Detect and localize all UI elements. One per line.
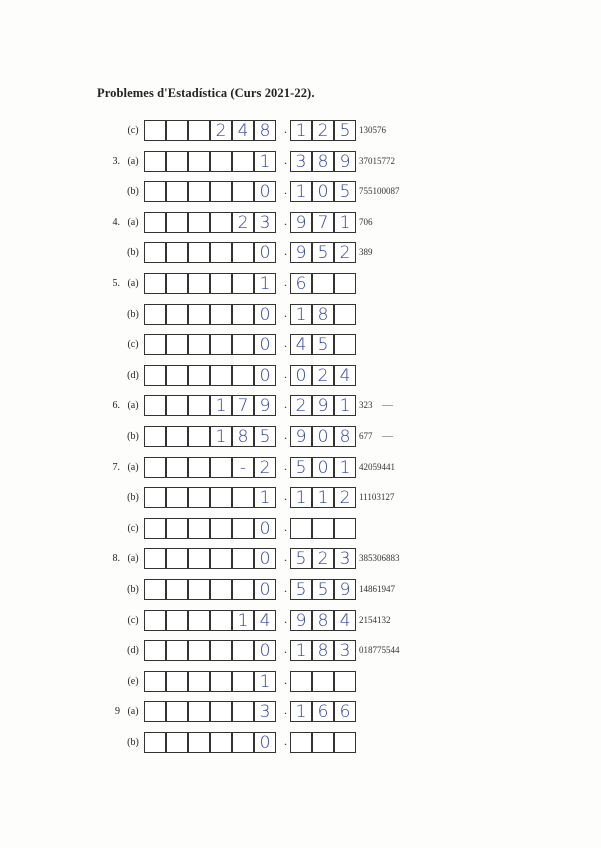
decimal-digit-box[interactable]: 2 bbox=[312, 548, 334, 569]
integer-digit-box[interactable] bbox=[210, 457, 232, 478]
integer-digit-box[interactable] bbox=[188, 732, 210, 753]
decimal-point: · bbox=[283, 309, 288, 323]
integer-digit-box[interactable] bbox=[188, 518, 210, 539]
decimal-point: · bbox=[283, 278, 288, 292]
integer-digit-box[interactable]: 0 bbox=[254, 579, 276, 600]
part-label: (c) bbox=[127, 615, 139, 626]
integer-digit-box[interactable] bbox=[144, 610, 166, 631]
integer-digit-box[interactable] bbox=[166, 120, 188, 141]
integer-digit-box[interactable] bbox=[144, 395, 166, 416]
integer-digit-box[interactable] bbox=[144, 365, 166, 386]
integer-digit-box[interactable] bbox=[210, 610, 232, 631]
decimal-point: · bbox=[283, 492, 288, 506]
decimal-point: · bbox=[283, 706, 288, 720]
integer-digit-box[interactable]: 0 bbox=[254, 365, 276, 386]
integer-digit-box[interactable] bbox=[232, 273, 254, 294]
integer-digit-box[interactable] bbox=[166, 365, 188, 386]
integer-digit-box[interactable]: 4 bbox=[254, 610, 276, 631]
integer-digit-box[interactable] bbox=[188, 120, 210, 141]
integer-digit-box[interactable] bbox=[210, 640, 232, 661]
decimal-point: · bbox=[283, 186, 288, 200]
integer-digit-box[interactable] bbox=[166, 579, 188, 600]
decimal-digit-box[interactable] bbox=[290, 671, 312, 692]
integer-digit-box[interactable] bbox=[210, 304, 232, 325]
decimal-digit-box[interactable]: 6 bbox=[290, 273, 312, 294]
part-label: (a) bbox=[127, 553, 139, 564]
integer-digit-box[interactable] bbox=[188, 701, 210, 722]
integer-digit-box[interactable] bbox=[188, 640, 210, 661]
integer-digit-box[interactable]: 5 bbox=[254, 426, 276, 447]
integer-digit-box[interactable] bbox=[188, 457, 210, 478]
answer-row bbox=[0, 579, 601, 603]
part-label: (a) bbox=[127, 706, 139, 717]
integer-digit-box[interactable] bbox=[166, 457, 188, 478]
integer-digit-box[interactable] bbox=[210, 273, 232, 294]
integer-digit-box[interactable] bbox=[166, 610, 188, 631]
integer-digit-box[interactable] bbox=[166, 273, 188, 294]
decimal-digit-box[interactable]: 6 bbox=[334, 701, 356, 722]
integer-digit-box[interactable] bbox=[144, 548, 166, 569]
integer-digit-box[interactable] bbox=[144, 426, 166, 447]
decimal-digit-box[interactable]: 1 bbox=[290, 640, 312, 661]
decimal-digit-box[interactable]: 2 bbox=[334, 242, 356, 263]
decimal-digit-box[interactable]: 5 bbox=[312, 334, 334, 355]
remaining-digits: 42059441 bbox=[359, 462, 395, 472]
integer-digit-box[interactable] bbox=[210, 487, 232, 508]
decimal-digit-box[interactable]: 1 bbox=[290, 701, 312, 722]
decimal-digit-box[interactable]: 1 bbox=[312, 487, 334, 508]
remaining-digits: 2154132 bbox=[359, 615, 391, 625]
integer-digit-box[interactable] bbox=[144, 212, 166, 233]
answer-row bbox=[0, 640, 601, 664]
integer-digit-box[interactable]: 0 bbox=[254, 548, 276, 569]
integer-digit-box[interactable] bbox=[188, 395, 210, 416]
decimal-digit-box[interactable]: 9 bbox=[334, 579, 356, 600]
integer-digit-box[interactable] bbox=[166, 518, 188, 539]
integer-digit-box[interactable] bbox=[232, 671, 254, 692]
remaining-digits: 018775544 bbox=[359, 645, 400, 655]
decimal-digit-box[interactable]: 1 bbox=[290, 304, 312, 325]
integer-digit-box[interactable]: 1 bbox=[210, 426, 232, 447]
integer-digit-box[interactable]: 0 bbox=[254, 732, 276, 753]
answer-row bbox=[0, 548, 601, 572]
part-label: (b) bbox=[127, 492, 139, 503]
decimal-digit-box[interactable]: 1 bbox=[290, 487, 312, 508]
integer-digit-box[interactable] bbox=[144, 334, 166, 355]
integer-digit-box[interactable] bbox=[232, 518, 254, 539]
page-title: Problemes d'Estadística (Curs 2021-22). bbox=[97, 86, 315, 100]
part-label: (a) bbox=[127, 400, 139, 411]
integer-digit-box[interactable] bbox=[166, 395, 188, 416]
decimal-digit-box[interactable]: 1 bbox=[290, 181, 312, 202]
part-label: (d) bbox=[127, 645, 139, 656]
integer-digit-box[interactable] bbox=[210, 334, 232, 355]
decimal-digit-box[interactable]: 9 bbox=[290, 212, 312, 233]
integer-digit-box[interactable] bbox=[188, 151, 210, 172]
problem-number: 5. bbox=[112, 278, 120, 289]
integer-digit-box[interactable] bbox=[166, 732, 188, 753]
decimal-digit-box[interactable] bbox=[334, 732, 356, 753]
decimal-digit-box[interactable]: 2 bbox=[290, 395, 312, 416]
decimal-digit-box[interactable]: 8 bbox=[312, 610, 334, 631]
part-label: (b) bbox=[127, 737, 139, 748]
integer-digit-box[interactable] bbox=[166, 640, 188, 661]
integer-digit-box[interactable] bbox=[232, 151, 254, 172]
integer-digit-box[interactable] bbox=[232, 732, 254, 753]
decimal-digit-box[interactable]: 1 bbox=[334, 457, 356, 478]
integer-digit-box[interactable] bbox=[188, 304, 210, 325]
decimal-point: · bbox=[283, 615, 288, 629]
decimal-point: · bbox=[283, 156, 288, 170]
decimal-digit-box[interactable] bbox=[312, 732, 334, 753]
integer-digit-box[interactable]: 0 bbox=[254, 304, 276, 325]
integer-digit-box[interactable] bbox=[210, 181, 232, 202]
part-label: (b) bbox=[127, 186, 139, 197]
remaining-digits: 706 bbox=[359, 217, 373, 227]
integer-digit-box[interactable] bbox=[188, 579, 210, 600]
answer-row bbox=[0, 426, 601, 450]
integer-digit-box[interactable] bbox=[166, 487, 188, 508]
part-label: (a) bbox=[127, 217, 139, 228]
decimal-point: · bbox=[283, 247, 288, 261]
decimal-digit-box[interactable]: 9 bbox=[312, 395, 334, 416]
decimal-digit-box[interactable] bbox=[334, 334, 356, 355]
answer-row bbox=[0, 701, 601, 725]
integer-digit-box[interactable] bbox=[188, 181, 210, 202]
integer-digit-box[interactable] bbox=[232, 242, 254, 263]
part-label: (c) bbox=[127, 523, 139, 534]
part-label: (b) bbox=[127, 584, 139, 595]
answer-row bbox=[0, 365, 601, 389]
integer-digit-box[interactable]: 2 bbox=[210, 120, 232, 141]
answer-row bbox=[0, 212, 601, 236]
dash-mark: — bbox=[382, 399, 393, 411]
part-label: (a) bbox=[127, 278, 139, 289]
decimal-digit-box[interactable]: 0 bbox=[312, 181, 334, 202]
integer-digit-box[interactable]: 0 bbox=[254, 640, 276, 661]
integer-digit-box[interactable] bbox=[210, 671, 232, 692]
decimal-digit-box[interactable]: 0 bbox=[312, 426, 334, 447]
decimal-point: · bbox=[283, 217, 288, 231]
decimal-point: · bbox=[283, 125, 288, 139]
remaining-digits: 37015772 bbox=[359, 156, 395, 166]
decimal-digit-box[interactable]: 0 bbox=[312, 457, 334, 478]
integer-digit-box[interactable] bbox=[144, 457, 166, 478]
decimal-digit-box[interactable]: 6 bbox=[312, 701, 334, 722]
integer-digit-box[interactable] bbox=[144, 732, 166, 753]
integer-digit-box[interactable] bbox=[188, 610, 210, 631]
integer-digit-box[interactable] bbox=[232, 640, 254, 661]
decimal-digit-box[interactable]: 9 bbox=[334, 151, 356, 172]
integer-digit-box[interactable] bbox=[144, 701, 166, 722]
integer-digit-box[interactable] bbox=[210, 732, 232, 753]
decimal-digit-box[interactable]: 2 bbox=[312, 120, 334, 141]
integer-digit-box[interactable] bbox=[144, 181, 166, 202]
answer-row bbox=[0, 334, 601, 358]
integer-digit-box[interactable]: 8 bbox=[254, 120, 276, 141]
remaining-digits: 677 bbox=[359, 431, 373, 441]
decimal-digit-box[interactable]: 4 bbox=[334, 365, 356, 386]
decimal-point: · bbox=[283, 645, 288, 659]
decimal-digit-box[interactable] bbox=[290, 518, 312, 539]
decimal-digit-box[interactable] bbox=[334, 304, 356, 325]
decimal-digit-box[interactable] bbox=[312, 273, 334, 294]
integer-digit-box[interactable] bbox=[166, 304, 188, 325]
decimal-digit-box[interactable]: 5 bbox=[334, 181, 356, 202]
part-label: (e) bbox=[127, 676, 139, 687]
integer-digit-box[interactable]: 0 bbox=[254, 518, 276, 539]
part-label: (b) bbox=[127, 309, 139, 320]
integer-digit-box[interactable] bbox=[232, 548, 254, 569]
decimal-digit-box[interactable]: 5 bbox=[290, 457, 312, 478]
remaining-digits: 385306883 bbox=[359, 553, 400, 563]
decimal-digit-box[interactable]: 8 bbox=[312, 304, 334, 325]
answer-row bbox=[0, 304, 601, 328]
decimal-point: · bbox=[283, 584, 288, 598]
decimal-digit-box[interactable] bbox=[334, 671, 356, 692]
integer-digit-box[interactable]: 0 bbox=[254, 242, 276, 263]
integer-digit-box[interactable] bbox=[210, 701, 232, 722]
integer-digit-box[interactable] bbox=[188, 487, 210, 508]
integer-digit-box[interactable] bbox=[188, 242, 210, 263]
decimal-digit-box[interactable]: 8 bbox=[334, 426, 356, 447]
part-label: (c) bbox=[127, 125, 139, 136]
integer-digit-box[interactable] bbox=[166, 548, 188, 569]
integer-digit-box[interactable]: 7 bbox=[232, 395, 254, 416]
integer-digit-box[interactable] bbox=[232, 304, 254, 325]
remaining-digits: 755100087 bbox=[359, 186, 400, 196]
integer-digit-box[interactable]: 1 bbox=[254, 671, 276, 692]
integer-digit-box[interactable] bbox=[166, 181, 188, 202]
answer-row bbox=[0, 395, 601, 419]
answer-row bbox=[0, 732, 601, 756]
decimal-digit-box[interactable] bbox=[312, 671, 334, 692]
integer-digit-box[interactable] bbox=[144, 671, 166, 692]
integer-digit-box[interactable] bbox=[144, 151, 166, 172]
part-label: (c) bbox=[127, 339, 139, 350]
integer-digit-box[interactable]: 3 bbox=[254, 212, 276, 233]
decimal-point: · bbox=[283, 462, 288, 476]
answer-row bbox=[0, 457, 601, 481]
integer-digit-box[interactable] bbox=[166, 701, 188, 722]
integer-digit-box[interactable]: 1 bbox=[232, 610, 254, 631]
answer-row bbox=[0, 151, 601, 175]
decimal-digit-box[interactable]: 5 bbox=[290, 579, 312, 600]
decimal-digit-box[interactable]: 1 bbox=[290, 120, 312, 141]
integer-digit-box[interactable]: 2 bbox=[254, 457, 276, 478]
integer-digit-box[interactable] bbox=[166, 671, 188, 692]
part-label: (b) bbox=[127, 431, 139, 442]
problem-number: 4. bbox=[112, 217, 120, 228]
integer-digit-box[interactable]: 8 bbox=[232, 426, 254, 447]
integer-digit-box[interactable] bbox=[232, 181, 254, 202]
integer-digit-box[interactable] bbox=[166, 212, 188, 233]
integer-digit-box[interactable]: 1 bbox=[254, 487, 276, 508]
remaining-digits: 11103127 bbox=[359, 492, 395, 502]
integer-digit-box[interactable] bbox=[144, 487, 166, 508]
integer-digit-box[interactable]: 1 bbox=[210, 395, 232, 416]
integer-digit-box[interactable] bbox=[210, 365, 232, 386]
part-label: (a) bbox=[127, 156, 139, 167]
integer-digit-box[interactable]: 1 bbox=[254, 151, 276, 172]
integer-digit-box[interactable] bbox=[232, 487, 254, 508]
problem-number: 8. bbox=[112, 553, 120, 564]
integer-digit-box[interactable] bbox=[144, 304, 166, 325]
integer-digit-box[interactable] bbox=[210, 518, 232, 539]
remaining-digits: 14861947 bbox=[359, 584, 395, 594]
answer-row bbox=[0, 518, 601, 542]
integer-digit-box[interactable]: - bbox=[232, 457, 254, 478]
decimal-digit-box[interactable]: 2 bbox=[334, 487, 356, 508]
integer-digit-box[interactable] bbox=[188, 426, 210, 447]
integer-digit-box[interactable] bbox=[166, 334, 188, 355]
remaining-digits: 130576 bbox=[359, 125, 386, 135]
decimal-digit-box[interactable] bbox=[334, 273, 356, 294]
integer-digit-box[interactable] bbox=[232, 701, 254, 722]
decimal-point: · bbox=[283, 553, 288, 567]
problem-number: 3. bbox=[112, 156, 120, 167]
decimal-digit-box[interactable]: 4 bbox=[290, 334, 312, 355]
decimal-digit-box[interactable]: 0 bbox=[290, 365, 312, 386]
decimal-digit-box[interactable]: 5 bbox=[290, 548, 312, 569]
decimal-point: · bbox=[283, 676, 288, 690]
decimal-digit-box[interactable]: 4 bbox=[334, 610, 356, 631]
decimal-digit-box[interactable]: 8 bbox=[312, 640, 334, 661]
integer-digit-box[interactable] bbox=[210, 242, 232, 263]
integer-digit-box[interactable] bbox=[188, 212, 210, 233]
decimal-digit-box[interactable]: 1 bbox=[334, 212, 356, 233]
integer-digit-box[interactable] bbox=[210, 548, 232, 569]
answer-row bbox=[0, 273, 601, 297]
remaining-digits: 389 bbox=[359, 247, 373, 257]
decimal-point: · bbox=[283, 737, 288, 751]
integer-digit-box[interactable] bbox=[144, 242, 166, 263]
decimal-digit-box[interactable]: 2 bbox=[312, 365, 334, 386]
integer-digit-box[interactable]: 4 bbox=[232, 120, 254, 141]
part-label: (b) bbox=[127, 247, 139, 258]
integer-digit-box[interactable]: 0 bbox=[254, 334, 276, 355]
answer-row bbox=[0, 242, 601, 266]
integer-digit-box[interactable] bbox=[188, 273, 210, 294]
integer-digit-box[interactable] bbox=[188, 365, 210, 386]
answer-row bbox=[0, 610, 601, 634]
decimal-digit-box[interactable] bbox=[312, 518, 334, 539]
decimal-digit-box[interactable]: 3 bbox=[334, 640, 356, 661]
integer-digit-box[interactable] bbox=[166, 426, 188, 447]
decimal-digit-box[interactable] bbox=[290, 732, 312, 753]
integer-digit-box[interactable] bbox=[188, 671, 210, 692]
problem-number: 9 bbox=[115, 706, 120, 717]
answer-row bbox=[0, 120, 601, 144]
decimal-point: · bbox=[283, 431, 288, 445]
integer-digit-box[interactable] bbox=[232, 579, 254, 600]
integer-digit-box[interactable] bbox=[144, 640, 166, 661]
decimal-point: · bbox=[283, 339, 288, 353]
problem-number: 6. bbox=[112, 400, 120, 411]
dash-mark: — bbox=[382, 430, 393, 442]
integer-digit-box[interactable]: 1 bbox=[254, 273, 276, 294]
decimal-digit-box[interactable]: 9 bbox=[290, 242, 312, 263]
decimal-digit-box[interactable]: 7 bbox=[312, 212, 334, 233]
integer-digit-box[interactable] bbox=[144, 273, 166, 294]
decimal-digit-box[interactable]: 3 bbox=[290, 151, 312, 172]
integer-digit-box[interactable] bbox=[210, 212, 232, 233]
decimal-digit-box[interactable]: 1 bbox=[334, 395, 356, 416]
decimal-point: · bbox=[283, 523, 288, 537]
decimal-point: · bbox=[283, 370, 288, 384]
integer-digit-box[interactable]: 9 bbox=[254, 395, 276, 416]
problem-number: 7. bbox=[112, 462, 120, 473]
integer-digit-box[interactable] bbox=[210, 151, 232, 172]
integer-digit-box[interactable]: 3 bbox=[254, 701, 276, 722]
remaining-digits: 323 bbox=[359, 400, 373, 410]
part-label: (a) bbox=[127, 462, 139, 473]
decimal-digit-box[interactable]: 5 bbox=[334, 120, 356, 141]
decimal-digit-box[interactable]: 8 bbox=[312, 151, 334, 172]
integer-digit-box[interactable] bbox=[188, 334, 210, 355]
integer-digit-box[interactable] bbox=[232, 334, 254, 355]
answer-row bbox=[0, 487, 601, 511]
part-label: (d) bbox=[127, 370, 139, 381]
integer-digit-box[interactable] bbox=[144, 579, 166, 600]
decimal-digit-box[interactable]: 9 bbox=[290, 426, 312, 447]
decimal-digit-box[interactable] bbox=[334, 518, 356, 539]
integer-digit-box[interactable] bbox=[166, 151, 188, 172]
answer-row bbox=[0, 181, 601, 205]
integer-digit-box[interactable] bbox=[188, 548, 210, 569]
integer-digit-box[interactable]: 2 bbox=[232, 212, 254, 233]
answer-row bbox=[0, 671, 601, 695]
decimal-digit-box[interactable]: 5 bbox=[312, 579, 334, 600]
decimal-digit-box[interactable]: 5 bbox=[312, 242, 334, 263]
decimal-digit-box[interactable]: 3 bbox=[334, 548, 356, 569]
integer-digit-box[interactable] bbox=[210, 579, 232, 600]
integer-digit-box[interactable] bbox=[144, 120, 166, 141]
decimal-digit-box[interactable]: 9 bbox=[290, 610, 312, 631]
integer-digit-box[interactable]: 0 bbox=[254, 181, 276, 202]
decimal-point: · bbox=[283, 400, 288, 414]
integer-digit-box[interactable] bbox=[232, 365, 254, 386]
integer-digit-box[interactable] bbox=[166, 242, 188, 263]
integer-digit-box[interactable] bbox=[144, 518, 166, 539]
